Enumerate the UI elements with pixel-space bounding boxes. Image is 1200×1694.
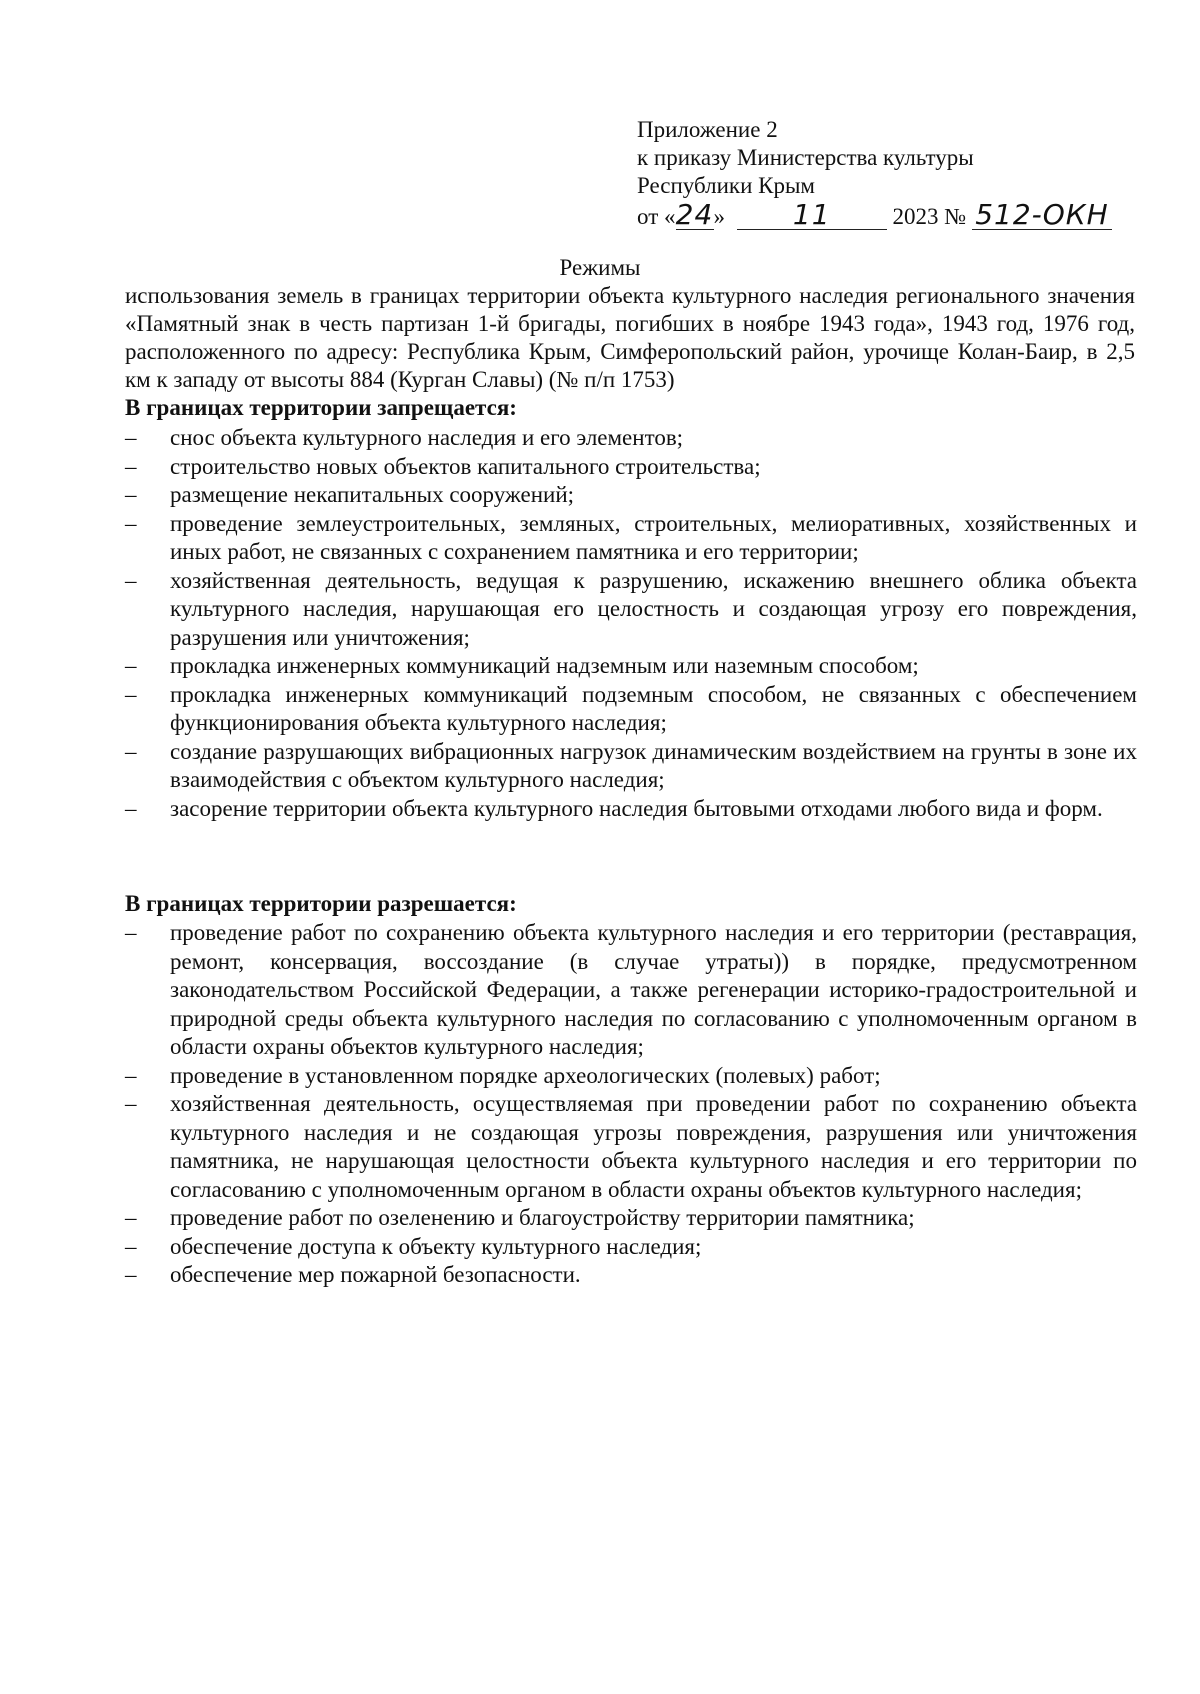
list-item-text: снос объекта культурного наследия и его элементов; [170, 425, 684, 450]
list-item [125, 1090, 1137, 1204]
bullet-dash: – [125, 1062, 137, 1088]
list-item-text: проведение землеустроительных, земляных, строительных, мелиоративных, хозяйственных и иных работ, не связанных с сохранением памятника и его территории; [170, 510, 1137, 564]
prohibited-list [125, 424, 1137, 823]
bullet-dash: – [125, 1233, 137, 1259]
handwritten-month: 11 [792, 198, 831, 231]
list-item [125, 567, 1137, 653]
bullet-dash: – [125, 738, 137, 764]
handwritten-number: 512-ОКН [975, 198, 1109, 231]
list-item [125, 510, 1137, 567]
list-item-text: хозяйственная деятельность, ведущая к разрушению, искажению внешнего облика объекта культурного наследия, нарушающая его целостность и создающая угрозу его повреждения, разрушения или уничтожения; [170, 567, 1137, 650]
document-subtitle: использования земель в границах территории объекта культурного наследия регионального значения «Памятный знак в честь партизан 1-й бригады, погибших в ноябре 1943 года», 1943 год, 1976 год, расположенного по адресу: Республика Крым, Симферопольский район, урочище Колан-Баир, в 2,5 км к западу от высоты 884 (Курган Славы) (№ п/п 1753) [125, 283, 1135, 392]
list-item-text: засорение территории объекта культурного наследия бытовыми отходами любого вида и форм. [170, 795, 1103, 821]
bullet-dash: – [125, 1091, 137, 1116]
list-item-text: строительство новых объектов капитального строительства; [170, 453, 761, 479]
list-item-text: прокладка инженерных коммуникаций подземным способом, не связанных с обеспечением функционирования объекта культурного наследия; [170, 681, 1137, 735]
bullet-dash: – [125, 920, 137, 945]
list-item-text: обеспечение мер пожарной безопасности. [170, 1262, 581, 1287]
bullet-dash: – [125, 510, 137, 536]
bullet-dash: – [125, 567, 137, 593]
list-item-text: размещение некапитальных сооружений; [170, 482, 575, 507]
list-item-text: проведение работ по озеленению и благоустройству территории памятника; [170, 1205, 915, 1230]
bullet-dash: – [125, 681, 137, 707]
appendix-header [637, 116, 1137, 234]
list-item [125, 795, 1137, 824]
list-item [125, 652, 1137, 681]
list-item [125, 1261, 1137, 1290]
appendix-line-3: Республики Крым [637, 173, 815, 198]
list-item [125, 738, 1137, 795]
appendix-line-1: Приложение 2 [637, 117, 778, 142]
list-item [125, 1204, 1137, 1233]
list-item [125, 481, 1137, 510]
bullet-dash: – [125, 653, 137, 678]
list-item-text: прокладка инженерных коммуникаций надземным или наземным способом; [170, 653, 919, 678]
list-item-text: проведение работ по сохранению объекта культурного наследия и его территории (реставрация, ремонт, консервация, воссоздание (в случае утраты)) в порядке, предусмотренном законодательством Российской Федерации, а также регенерации историко-градостроительной и природной среды объекта культурного наследия по согласованию с уполномоченным органом в области охраны объектов культурного наследия; [170, 920, 1137, 1059]
day-field [675, 198, 714, 231]
date-prefix: от « [637, 204, 676, 229]
list-item [125, 424, 1137, 453]
bullet-dash: – [125, 795, 137, 821]
list-item [125, 919, 1137, 1062]
permitted-heading: В границах территории разрешается: [125, 891, 517, 916]
order-year-label: 2023 № [892, 204, 967, 229]
list-item-text: хозяйственная деятельность, осуществляемая при проведении работ по сохранению объекта культурного наследия и не создающая угрозы повреждения, разрушения или уничтожения памятника, не нарушающая целостности объекта культурного наследия и его территории по согласованию с уполномоченным органом в области охраны объектов культурного наследия; [170, 1091, 1137, 1202]
list-item-text: обеспечение доступа к объекту культурного наследия; [170, 1233, 702, 1259]
bullet-dash: – [125, 425, 137, 450]
order-date-line [637, 200, 1137, 234]
handwritten-day: 24 [675, 198, 714, 231]
list-item [125, 1233, 1137, 1262]
list-item-text: создание разрушающих вибрационных нагрузок динамическим воздействием на грунты в зоне их взаимодействия с объектом культурного наследия; [170, 738, 1137, 792]
date-mid: » [713, 204, 725, 229]
month-field [737, 198, 887, 231]
permitted-list [125, 919, 1137, 1290]
list-item [125, 453, 1137, 482]
bullet-dash: – [125, 482, 137, 507]
list-item [125, 1062, 1137, 1091]
bullet-dash: – [125, 1205, 137, 1230]
bullet-dash: – [125, 453, 137, 479]
list-item [125, 681, 1137, 738]
number-field [972, 198, 1112, 231]
appendix-line-2: к приказу Министерства культуры [637, 145, 974, 170]
list-item-text: проведение в установленном порядке археологических (полевых) работ; [170, 1062, 881, 1088]
bullet-dash: – [125, 1262, 137, 1287]
document-title: Режимы [559, 255, 641, 280]
prohibited-heading: В границах территории запрещается: [125, 395, 517, 420]
